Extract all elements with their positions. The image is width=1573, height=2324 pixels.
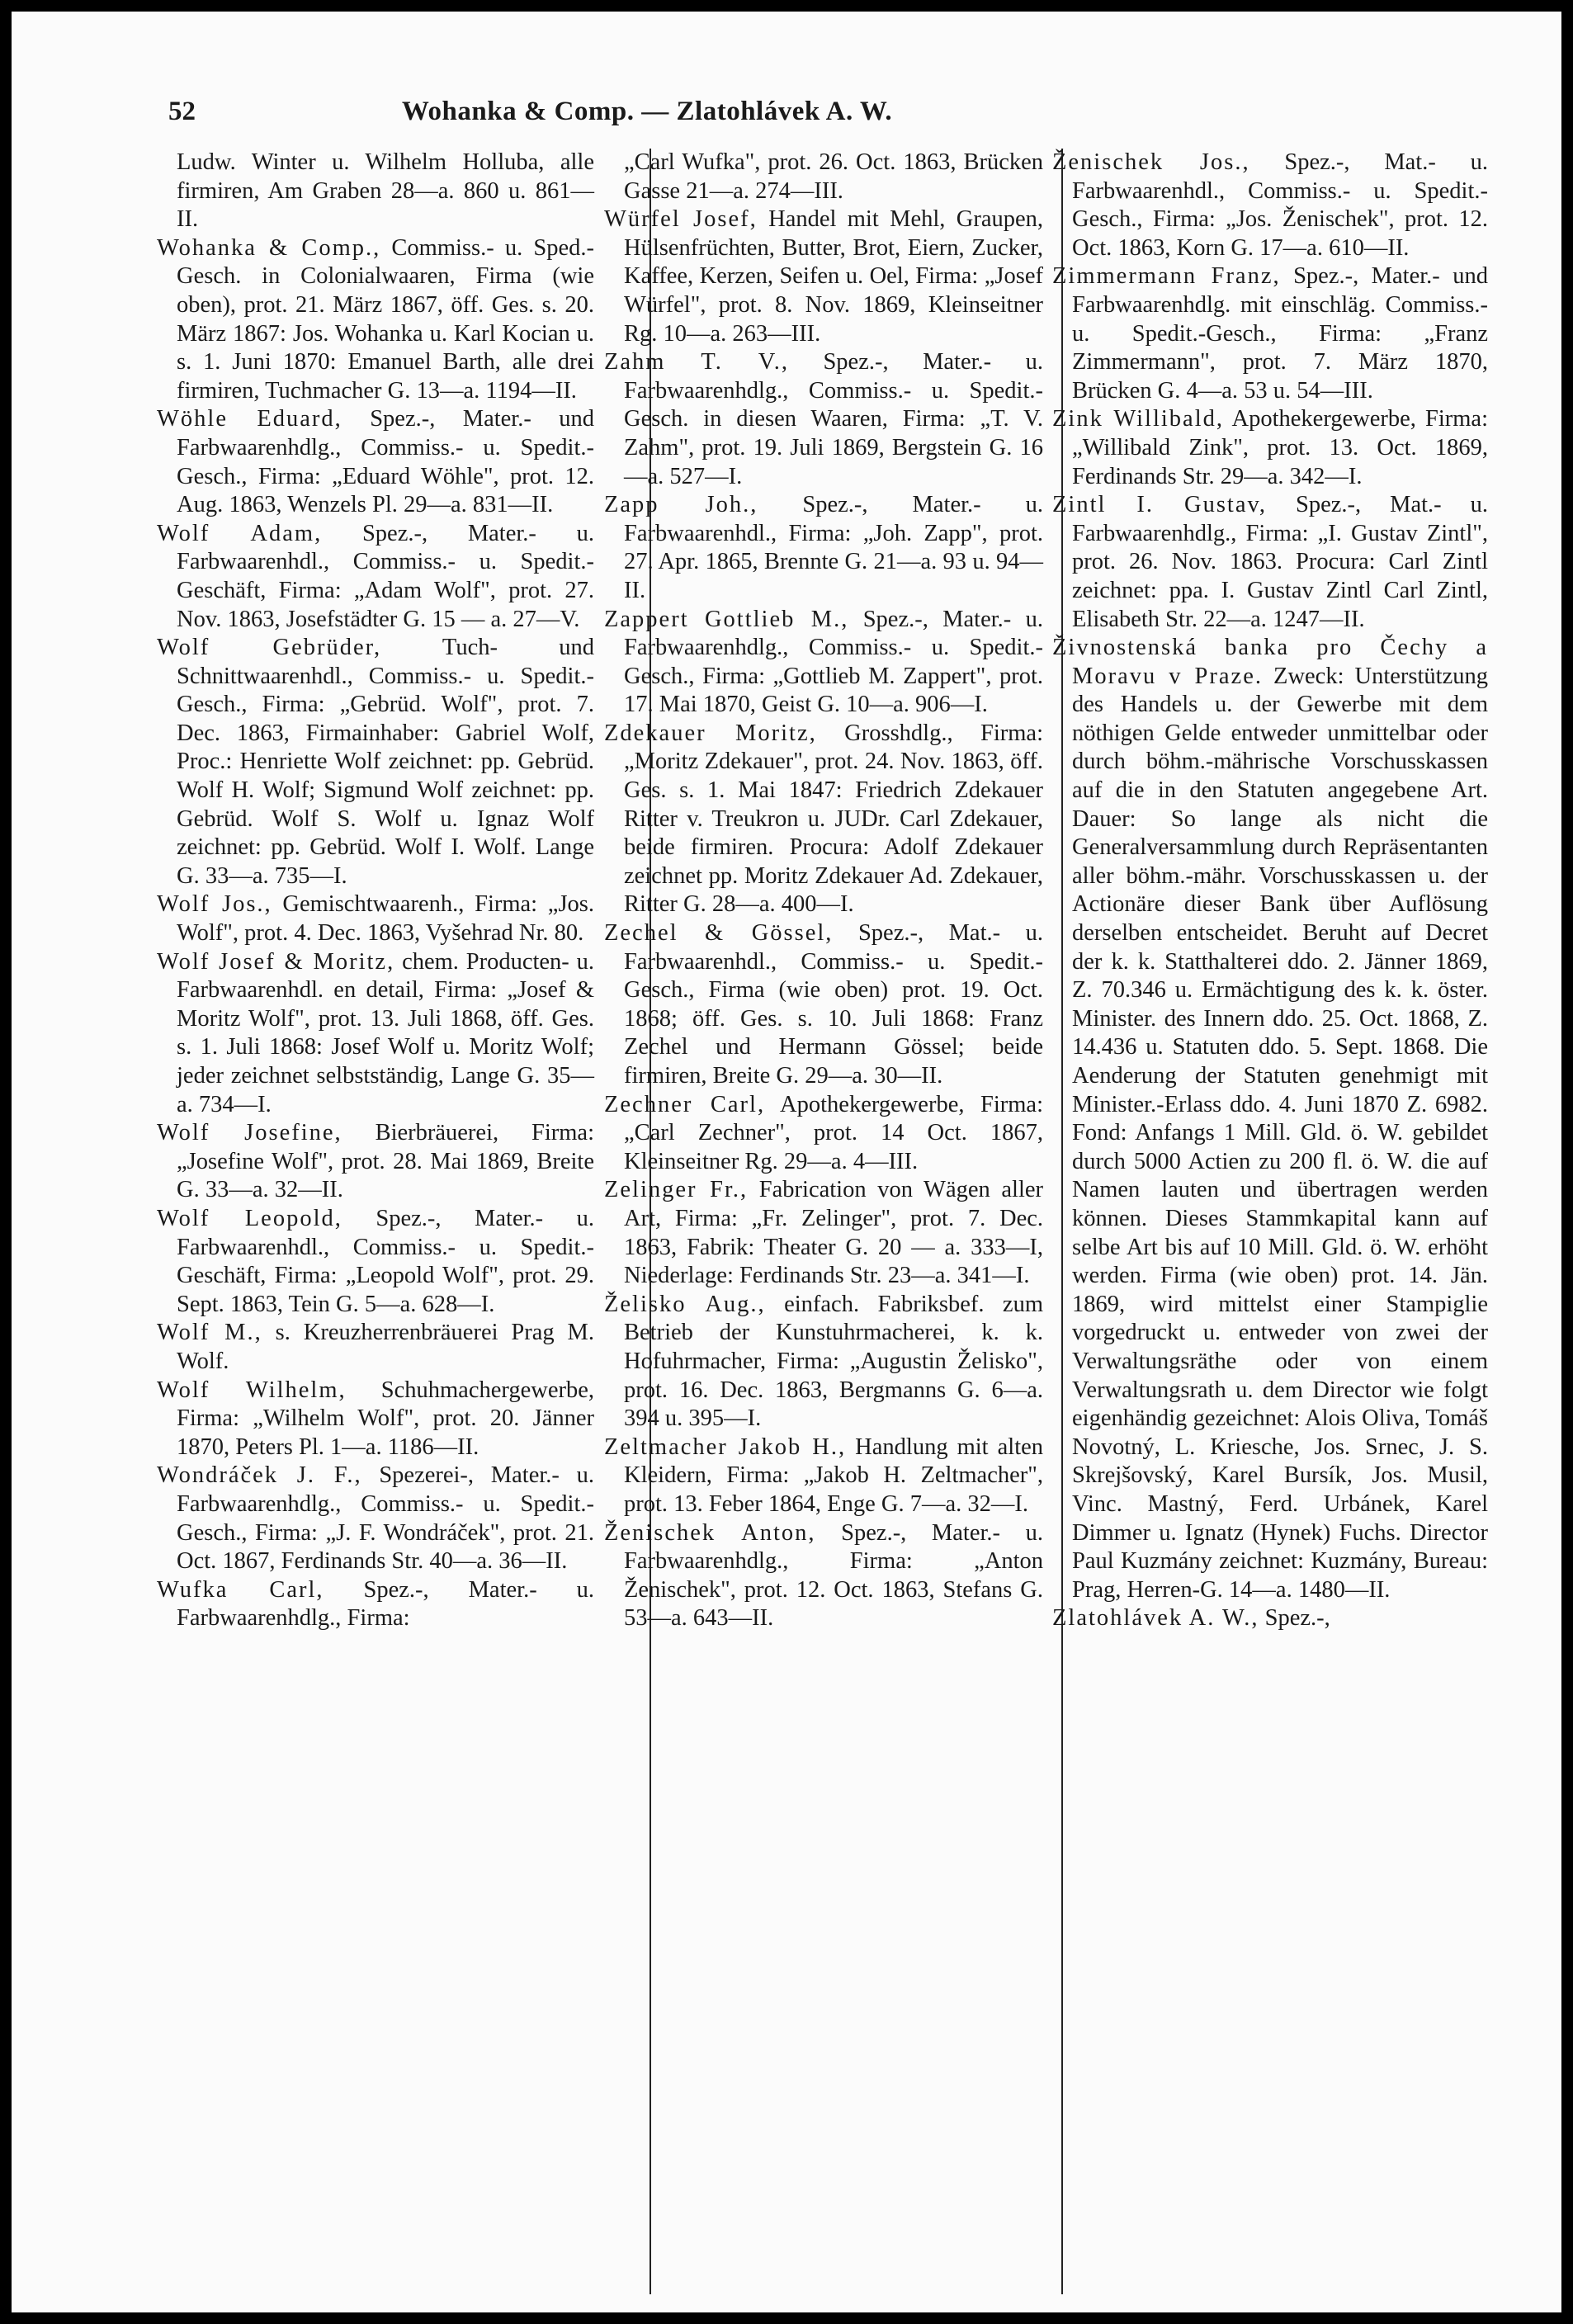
entry-text: Spez.-, Mater.- u. Farbwaarenhdlg., Commiss.- u. Spedit.-Gesch., Firma: „Gottlieb M. Zappert", prot. 17. Mai 1870, Geist G. 10—a. 906—I.: [624, 606, 1044, 718]
entry-name: Živnostenská banka pro Čechy a Moravu v Praze.: [1052, 635, 1488, 689]
directory-entry: [604, 720, 1043, 919]
entry-name: Zlatohlávek A. W.,: [1052, 1605, 1259, 1632]
directory-entry: [1052, 491, 1488, 634]
entry-text: Spez.-, Mat.- u. Farbwaarenhdl., Commiss.- u. Spedit.-Gesch., Firma (wie oben) prot. 19. Oct. 1868; öff. Ges. s. 10. Juli 1868: Franz Zechel und Hermann Gössel; beide firmiren, Breite G. 29—a. 30—II.: [624, 920, 1043, 1089]
directory-entry: [604, 1519, 1043, 1633]
entry-text: Spez.-, Mat.- u. Farbwaarenhdl., Commiss.- u. Spedit.-Gesch., Firma: „Jos. Ženischek", prot. 12. Oct. 1863, Korn G. 17—a. 610—II.: [1072, 149, 1489, 261]
entry-name: Zahm T. V.,: [604, 349, 789, 376]
directory-entry: [604, 205, 1043, 348]
directory-entry: [1052, 634, 1488, 1604]
entry-name: Wöhle Eduard,: [157, 406, 342, 432]
entry-text: Spez.-,: [1264, 1605, 1330, 1632]
entry-name: Zintl I. Gustav,: [1052, 492, 1268, 518]
entry-name: Ženischek Anton,: [604, 1519, 816, 1546]
entry-text: s. Kreuzherrenbräuerei Prag M. Wolf.: [177, 1320, 594, 1374]
directory-entry: [1052, 405, 1488, 491]
directory-entry: [604, 348, 1043, 491]
column-1: [157, 149, 594, 2311]
directory-entry: [157, 1119, 594, 1205]
entry-name: Wolf Josefine,: [157, 1120, 342, 1146]
page-header: [168, 97, 1126, 138]
entry-name: Würfel Josef,: [604, 206, 758, 233]
directory-entry: [604, 149, 1043, 205]
directory-entry: [1052, 1604, 1488, 1633]
directory-entry: [157, 634, 594, 890]
entry-name: Ženischek Jos.,: [1052, 149, 1250, 175]
directory-entry: [157, 149, 594, 234]
directory-entry: [157, 1462, 594, 1575]
entry-name: Zapp Joh.,: [604, 492, 758, 518]
directory-entry: [604, 1434, 1043, 1519]
entry-name: Zechner Carl,: [604, 1091, 766, 1117]
directory-entry: [1052, 149, 1488, 262]
entry-text: Tuch- und Schnittwaarenhdl., Commiss.- u. Spedit.-Gesch., Firma: „Gebrüd. Wolf", prot. 7. Dec. 1863, Firmainhaber: Gabriel Wolf, Proc.: Henriette Wolf zeichnet: pp. Gebrüd. Wolf H. Wolf; Sigmund Wolf zeichnet: pp. Gebrüd. Wolf S. Wolf u. Ignaz Wolf zeichnet: pp. Gebrüd. Wolf I. Wolf. Lange G. 33—a. 735—I.: [177, 635, 594, 889]
directory-entry: [157, 948, 594, 1120]
entry-text: Apothekergewerbe, Firma: „Carl Zechner", prot. 14 Oct. 1867, Kleinseitner Rg. 29—a. 4—III.: [624, 1091, 1043, 1174]
entry-name: Zeltmacher Jakob H.,: [604, 1434, 847, 1460]
entry-name: Wolf Jos.,: [157, 891, 272, 918]
entry-text: Spez.-, Mater.- und Farbwaarenhdlg., Commiss.- u. Spedit.-Gesch., Firma: „Eduard Wöhle", prot. 12. Aug. 1863, Wenzels Pl. 29—a. 831—II.: [177, 406, 594, 518]
entry-text: Spez.-, Mat.- u. Farbwaarenhdlg., Firma: „I. Gustav Zintl", prot. 26. Nov. 1863. Procura: Carl Zintl zeichnet: ppa. I. Gustav Zintl Carl Zintl, Elisabeth Str. 22—a. 1247—II.: [1072, 492, 1489, 632]
directory-entry: [157, 1319, 594, 1376]
entry-text: Apothekergewerbe, Firma: „Willibald Zink", prot. 13. Oct. 1869, Ferdinands Str. 29—a. 342—I.: [1072, 406, 1489, 489]
entry-name: Wolf Adam,: [157, 520, 323, 546]
entry-text: Schuhmachergewerbe, Firma: „Wilhelm Wolf", prot. 20. Jänner 1870, Peters Pl. 1—a. 1186—II.: [177, 1377, 594, 1460]
entry-text: Spez.-, Mater.- u. Farbwaarenhdlg., Commiss.- u. Spedit.-Gesch. in diesen Waaren, Firma: „T. V. Zahm", prot. 19. Juli 1869, Bergstein G. 16—a. 527—I.: [624, 349, 1044, 489]
directory-entry: [604, 1291, 1043, 1434]
entry-text: Spez.-, Mater.- u. Farbwaarenhdl., Commiss.- u. Spedit.-Geschäft, Firma: „Adam Wolf", prot. 27. Nov. 1863, Josefstädter G. 15 — a. 27—V.: [177, 520, 595, 632]
entry-name: Wolf Josef & Moritz,: [157, 948, 395, 975]
column-3: [1052, 149, 1488, 2311]
entry-text: Spez.-, Mater.- u. Farbwaarenhdlg., Firma: „Anton Ženischek", prot. 12. Oct. 1863, Stefans G. 53—a. 643—II.: [624, 1519, 1044, 1632]
entry-text: Spez.-, Mater.- und Farbwaarenhdlg. mit einschläg. Commiss.- u. Spedit.-Gesch., Firma: „Franz Zimmermann", prot. 7. März 1870, Brücken G. 4—a. 53 u. 54—III.: [1072, 263, 1488, 404]
directory-entry: [157, 1576, 594, 1633]
entry-name: Wolf M.,: [157, 1320, 262, 1346]
entry-name: Zdekauer Moritz,: [604, 720, 817, 746]
entry-name: Zappert Gottlieb M.,: [604, 606, 849, 632]
entry-name: Wolf Leopold,: [157, 1205, 342, 1231]
entry-text: „Carl Wufka", prot. 26. Oct. 1863, Brücken Gasse 21—a. 274—III.: [624, 149, 1043, 204]
directory-entry: [604, 606, 1043, 720]
column-2: [604, 149, 1043, 2311]
directory-entry: [157, 1377, 594, 1462]
entry-name: Wolf Wilhelm,: [157, 1377, 347, 1403]
page-number: 52: [168, 97, 196, 126]
entry-text: Handel mit Mehl, Graupen, Hülsenfrüchten, Butter, Brot, Eiern, Zucker, Kaffee, Kerzen, Seifen u. Oel, Firma: „Josef Würfel", prot. 8. Nov. 1869, Kleinseitner Rg. 10—a. 263—III.: [624, 206, 1043, 347]
entry-text: Spez.-, Mater.- u. Farbwaarenhdlg., Firma:: [177, 1576, 595, 1632]
entry-text: Spez.-, Mater.- u. Farbwaarenhdl., Commiss.- u. Spedit.-Geschäft, Firma: „Leopold Wolf", prot. 29. Sept. 1863, Tein G. 5—a. 628—I.: [177, 1205, 594, 1317]
entry-name: Wohanka & Comp.,: [157, 234, 381, 261]
directory-entry: [604, 1176, 1043, 1290]
directory-entry: [604, 1091, 1043, 1177]
directory-entry: [604, 919, 1043, 1091]
directory-entry: [157, 520, 594, 634]
entry-text: Fabrication von Wägen aller Art, Firma: „Fr. Zelinger", prot. 7. Dec. 1863, Fabrik: Theater G. 20 — a. 333—I, Niederlage: Ferdinands Str. 23—a. 341—I.: [624, 1177, 1043, 1289]
directory-entry: [1052, 262, 1488, 405]
entry-text: Ludw. Winter u. Wilhelm Holluba, alle firmiren, Am Graben 28—a. 860 u. 861—II.: [177, 149, 594, 233]
directory-entry: [604, 491, 1043, 605]
entry-name: Zimmermann Franz,: [1052, 263, 1281, 290]
entry-text: Spezerei-, Mater.- u. Farbwaarenhdlg., Commiss.- u. Spedit.-Gesch., Firma: „J. F. Wondráček", prot. 21. Oct. 1867, Ferdinands Str. 40—a. 36—II.: [177, 1462, 595, 1575]
entry-name: Zelinger Fr.,: [604, 1177, 749, 1203]
entry-text: Gemischtwaarenh., Firma: „Jos. Wolf", prot. 4. Dec. 1863, Vyšehrad Nr. 80.: [177, 891, 595, 947]
directory-entry: [157, 405, 594, 519]
entry-text: Bierbräuerei, Firma: „Josefine Wolf", prot. 28. Mai 1869, Breite G. 33—a. 32—II.: [177, 1120, 595, 1203]
entry-name: Wufka Carl,: [157, 1576, 324, 1603]
entry-text: Zweck: Unterstützung des Handels u. der Gewerbe mit dem nöthigen Gelde entweder unmittelbar oder durch böhm.-mährische Vorschusskassen auf die in den Statuten angegebene Art. Dauer: So lange als nicht die Generalversammlung durch Repräsentanten aller böhm.-mähr. Vorschusskassen u. der Actionäre dieser Bank über Auflösung derselben entscheidet. Beruht auf Decret der k. k. Statthalterei ddo. 2. Jänner 1869, Z. 70.346 u. Ermächtigung des k. k. öster. Minister. des Innern ddo. 25. Oct. 1868, Z. 14.436 u. Statuten ddo. 5. Sept. 1868. Die Aenderung der Statuten genehmigt mit Minister.-Erlass ddo. 4. Juni 1870 Z. 6982. Fond: Anfangs 1 Mill. Gld. ö. W. gebildet durch 5000 Actien zu 200 fl. ö. W. die auf Namen lauten und übertragen werden können. Dieses Stammkapital kann auf selbe Art bis auf 10 Mill. Gld. ö. W. erhöht werden. Firma (wie oben) prot. 14. Jän. 1869, wird mittelst einer Stampiglie vorgedruckt u. entweder von zwei der Verwaltungsräthe oder von einem Verwaltungsrath u. dem Director wie folgt eigenhändig gezeichnet: Alois Oliva, Tomáš Novotný, L. Kriesche, Jos. Srnec, J. S. Skrejšovský, Karel Bursík, Jos. Musil, Vinc. Mastný, Ferd. Urbánek, Karel Dimmer u. Ignatz (Hynek) Fuchs. Director Paul Kuzmány zeichnet: Kuzmány, Bureau: Prag, Herren-G. 14—a. 1480—II.: [1072, 663, 1488, 1603]
directory-entry: [157, 1205, 594, 1319]
directory-entry: [157, 890, 594, 947]
entry-text: Handlung mit alten Kleidern, Firma: „Jakob H. Zeltmacher", prot. 13. Feber 1864, Enge G. 7—a. 32—I.: [624, 1434, 1044, 1517]
entry-text: einfach. Fabriksbef. zum Betrieb der Kunstuhrmacherei, k. k. Hofuhrmacher, Firma: „Augustin Želisko", prot. 16. Dec. 1863, Bergmanns G. 6—a. 394 u. 395—I.: [624, 1291, 1043, 1432]
entry-text: Grosshdlg., Firma: „Moritz Zdekauer", prot. 24. Nov. 1863, öff. Ges. s. 1. Mai 1847: Friedrich Zdekauer Ritter v. Treukron u. JUDr. Carl Zdekauer, beide firmiren. Procura: Adolf Zdekauer zeichnet pp. Moritz Zdekauer Ad. Zdekauer, Ritter G. 28—a. 400—I.: [624, 720, 1044, 918]
entry-text: Spez.-, Mater.- u. Farbwaarenhdl., Firma: „Joh. Zapp", prot. 27. Apr. 1865, Brennte G. 21—a. 93 u. 94—II.: [624, 492, 1044, 603]
entry-name: Želisko Aug.,: [604, 1291, 766, 1317]
entry-name: Zink Willibald,: [1052, 406, 1225, 432]
directory-entry: [157, 234, 594, 406]
entry-text: chem. Producten- u. Farbwaarenhdl. en detail, Firma: „Josef & Moritz Wolf", prot. 13. Juli 1868, öff. Ges. s. 1. Juli 1868: Josef Wolf u. Moritz Wolf; jeder zeichnet selbstständig, Lange G. 35—a. 734—I.: [177, 948, 594, 1117]
running-head: Wohanka & Comp. — Zlatohlávek A. W.: [401, 97, 893, 126]
entry-name: Wondráček J. F.,: [157, 1462, 362, 1489]
entry-name: Zechel & Gössel,: [604, 920, 834, 947]
entry-name: Wolf Gebrüder,: [157, 635, 382, 661]
entry-text: Commiss.- u. Sped.-Gesch. in Colonialwaaren, Firma (wie oben), prot. 21. März 1867, öff. Ges. s. 20. März 1867: Jos. Wohanka u. Karl Kocian u. s. 1. Juni 1870: Emanuel Barth, alle drei firmiren, Tuchmacher G. 13—a. 1194—II.: [177, 234, 594, 404]
